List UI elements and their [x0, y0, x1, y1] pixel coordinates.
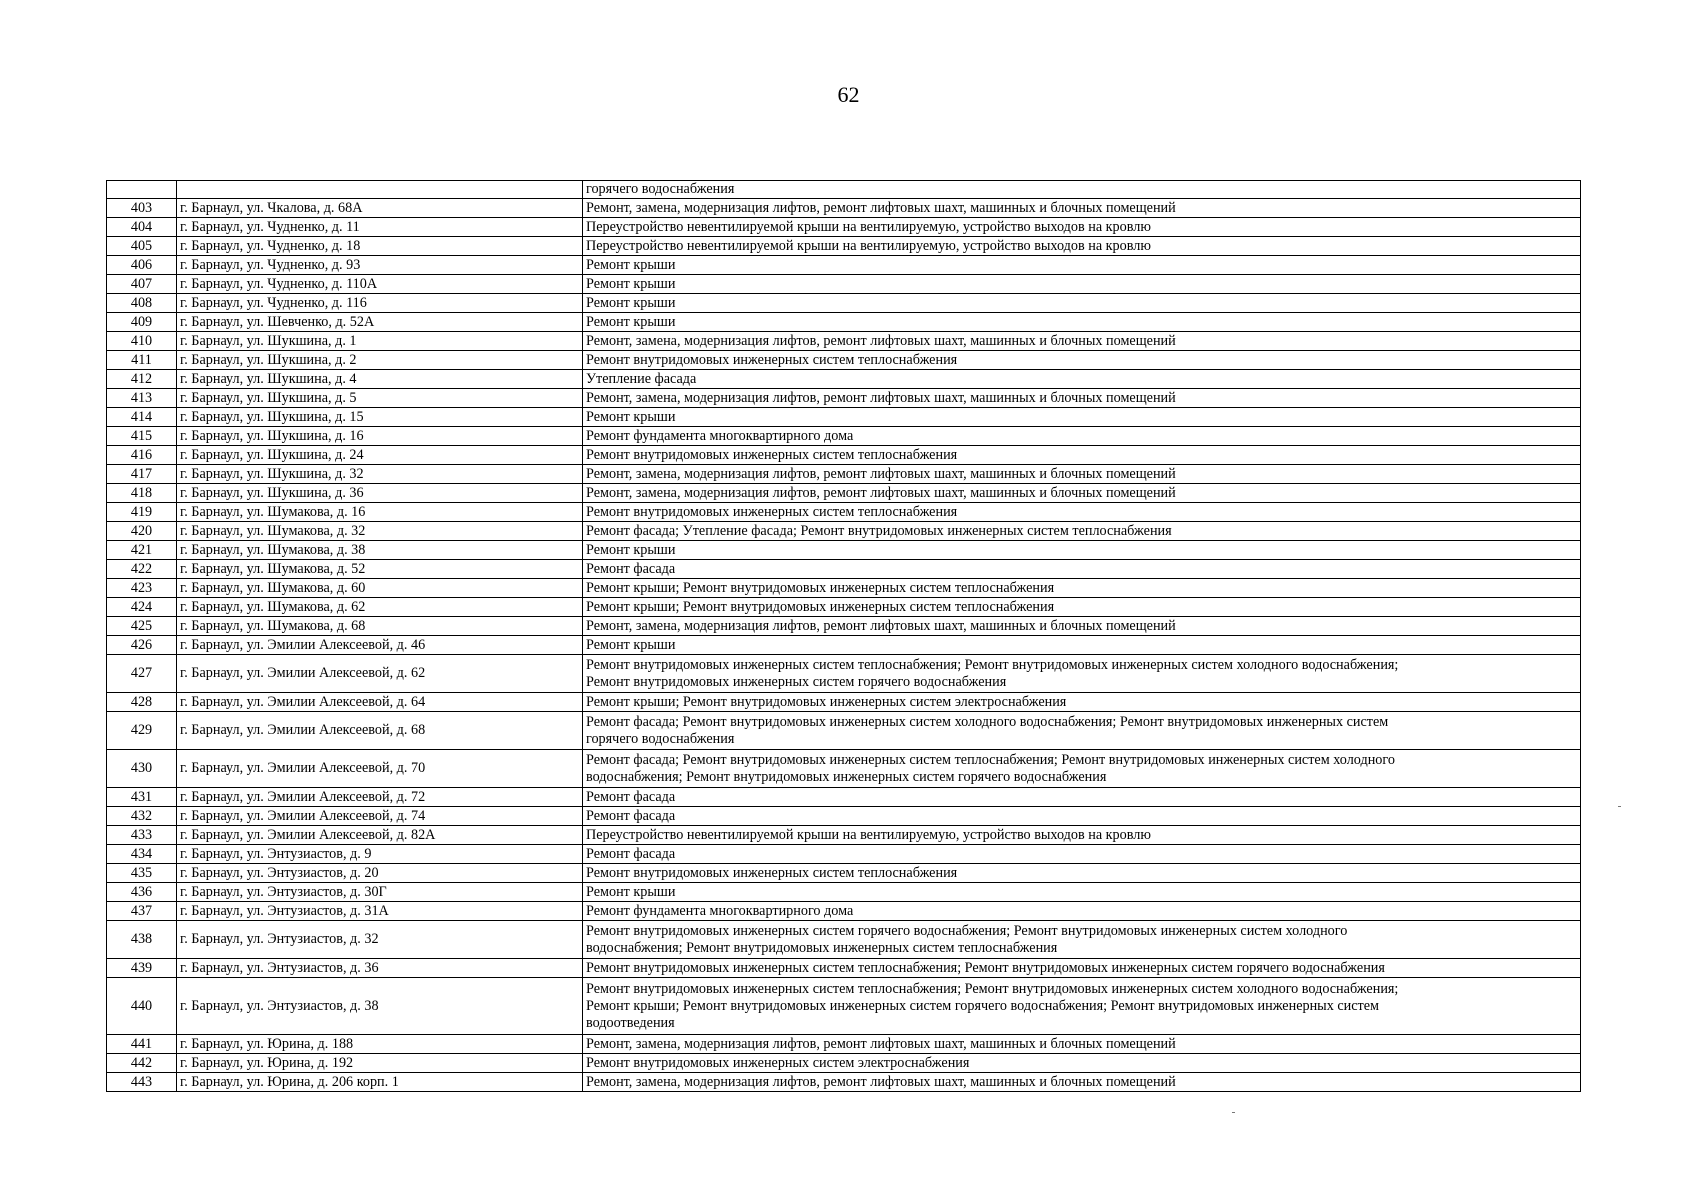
- address: г. Барнаул, ул. Чудненко, д. 116: [177, 294, 583, 313]
- row-number: 432: [107, 807, 177, 826]
- works: [583, 598, 1581, 617]
- work-line: водоснабжения; Ремонт внутридомовых инженерных систем теплоснабжения: [586, 939, 1058, 956]
- address: г. Барнаул, ул. Шукшина, д. 24: [177, 446, 583, 465]
- row-number: 437: [107, 902, 177, 921]
- table-row: [107, 351, 1581, 370]
- row-number: 413: [107, 389, 177, 408]
- table-row: [107, 598, 1581, 617]
- address: г. Барнаул, ул. Юрина, д. 188: [177, 1035, 583, 1054]
- table-row: [107, 389, 1581, 408]
- table-row: [107, 370, 1581, 389]
- row-number: 431: [107, 788, 177, 807]
- row-number: 435: [107, 864, 177, 883]
- address: г. Барнаул, ул. Энтузиастов, д. 31А: [177, 902, 583, 921]
- work-line: водоснабжения; Ремонт внутридомовых инженерных систем горячего водоснабжения: [586, 768, 1107, 785]
- address: г. Барнаул, ул. Шумакова, д. 52: [177, 560, 583, 579]
- row-number: 416: [107, 446, 177, 465]
- row-number: 408: [107, 294, 177, 313]
- address: г. Барнаул, ул. Шукшина, д. 15: [177, 408, 583, 427]
- address: г. Барнаул, ул. Шумакова, д. 32: [177, 522, 583, 541]
- scan-speck: [1618, 806, 1621, 807]
- address: г. Барнаул, ул. Юрина, д. 206 корп. 1: [177, 1073, 583, 1092]
- table-row: [107, 826, 1581, 845]
- works: [583, 351, 1581, 370]
- work-line: Ремонт фасада: [586, 807, 676, 824]
- work-line: Ремонт фасада: [586, 788, 676, 805]
- work-line: Переустройство невентилируемой крыши на вентилируемую, устройство выходов на кровлю: [586, 218, 1151, 235]
- row-number: 420: [107, 522, 177, 541]
- works: [583, 693, 1581, 712]
- works: [583, 845, 1581, 864]
- work-line: Ремонт крыши; Ремонт внутридомовых инженерных систем горячего водоснабжения; Ремонт внутридомовых инженерных систем: [586, 997, 1380, 1014]
- address: г. Барнаул, ул. Эмилии Алексеевой, д. 46: [177, 636, 583, 655]
- table-row: [107, 1073, 1581, 1092]
- row-number: 425: [107, 617, 177, 636]
- table-row: [107, 750, 1581, 788]
- work-line: Ремонт внутридомовых инженерных систем горячего водоснабжения: [586, 673, 1007, 690]
- table-row: [107, 883, 1581, 902]
- table-row: [107, 1054, 1581, 1073]
- work-line: Ремонт крыши: [586, 313, 676, 330]
- row-number: 441: [107, 1035, 177, 1054]
- address: г. Барнаул, ул. Энтузиастов, д. 20: [177, 864, 583, 883]
- works: [583, 218, 1581, 237]
- row-number: 434: [107, 845, 177, 864]
- work-line: Ремонт фасада; Ремонт внутридомовых инженерных систем холодного водоснабжения; Ремонт внутридомовых инженерных систем: [586, 713, 1389, 730]
- works: [583, 579, 1581, 598]
- row-number: 426: [107, 636, 177, 655]
- row-number: 436: [107, 883, 177, 902]
- works: [583, 788, 1581, 807]
- table-row: [107, 275, 1581, 294]
- work-line: водоотведения: [586, 1014, 675, 1031]
- works: [583, 864, 1581, 883]
- table-row: [107, 427, 1581, 446]
- works: [583, 807, 1581, 826]
- address: г. Барнаул, ул. Чудненко, д. 11: [177, 218, 583, 237]
- works: [583, 560, 1581, 579]
- table-row: [107, 199, 1581, 218]
- table-row: [107, 294, 1581, 313]
- works: [583, 655, 1581, 693]
- works: [583, 465, 1581, 484]
- row-number: 412: [107, 370, 177, 389]
- address: г. Барнаул, ул. Энтузиастов, д. 30Г: [177, 883, 583, 902]
- work-line: Ремонт крыши: [586, 636, 676, 653]
- row-number: 418: [107, 484, 177, 503]
- row-number: 438: [107, 921, 177, 959]
- table-row: [107, 788, 1581, 807]
- work-line: Переустройство невентилируемой крыши на вентилируемую, устройство выходов на кровлю: [586, 826, 1151, 843]
- work-line: Ремонт внутридомовых инженерных систем теплоснабжения: [586, 446, 958, 463]
- row-number: 429: [107, 712, 177, 750]
- address: г. Барнаул, ул. Эмилии Алексеевой, д. 82А: [177, 826, 583, 845]
- work-line: Ремонт фундамента многоквартирного дома: [586, 902, 854, 919]
- work-line: Утепление фасада: [586, 370, 697, 387]
- address: г. Барнаул, ул. Эмилии Алексеевой, д. 68: [177, 712, 583, 750]
- work-line: Ремонт внутридомовых инженерных систем горячего водоснабжения; Ремонт внутридомовых инженерных систем холодного: [586, 922, 1348, 939]
- address: г. Барнаул, ул. Шукшина, д. 2: [177, 351, 583, 370]
- table-row: [107, 579, 1581, 598]
- work-line: Ремонт, замена, модернизация лифтов, ремонт лифтовых шахт, машинных и блочных помещений: [586, 1035, 1176, 1052]
- row-number-cell: [107, 181, 177, 199]
- work-line: Ремонт крыши: [586, 275, 676, 292]
- work-line: Ремонт крыши: [586, 541, 676, 558]
- address: г. Барнаул, ул. Чудненко, д. 93: [177, 256, 583, 275]
- works: [583, 978, 1581, 1035]
- row-number: 421: [107, 541, 177, 560]
- address: г. Барнаул, ул. Эмилии Алексеевой, д. 72: [177, 788, 583, 807]
- work-line: Ремонт крыши: [586, 883, 676, 900]
- works: [583, 199, 1581, 218]
- works-table: [106, 180, 1581, 1092]
- page-number: 62: [837, 82, 860, 107]
- works: [583, 256, 1581, 275]
- works: [583, 427, 1581, 446]
- work-line: Ремонт, замена, модернизация лифтов, ремонт лифтовых шахт, машинных и блочных помещений: [586, 1073, 1176, 1090]
- work-line: Ремонт крыши: [586, 408, 676, 425]
- works: [583, 617, 1581, 636]
- work-line: Ремонт фасада: [586, 560, 676, 577]
- address: г. Барнаул, ул. Чудненко, д. 18: [177, 237, 583, 256]
- row-number: 414: [107, 408, 177, 427]
- row-number: 404: [107, 218, 177, 237]
- address: г. Барнаул, ул. Чудненко, д. 110А: [177, 275, 583, 294]
- address: г. Барнаул, ул. Шукшина, д. 5: [177, 389, 583, 408]
- works: [583, 902, 1581, 921]
- table-row: [107, 484, 1581, 503]
- work-line: Ремонт фасада; Утепление фасада; Ремонт внутридомовых инженерных систем теплоснабжения: [586, 522, 1172, 539]
- table-row: [107, 313, 1581, 332]
- table-row: [107, 408, 1581, 427]
- row-number: 427: [107, 655, 177, 693]
- row-number: 439: [107, 959, 177, 978]
- works: [583, 541, 1581, 560]
- works: [583, 1073, 1581, 1092]
- table-row: [107, 864, 1581, 883]
- row-number: 410: [107, 332, 177, 351]
- work-line: Ремонт фасада; Ремонт внутридомовых инженерных систем теплоснабжения; Ремонт внутридомовых инженерных систем холодного: [586, 751, 1395, 768]
- works: [583, 959, 1581, 978]
- table-row: [107, 256, 1581, 275]
- table-row: [107, 693, 1581, 712]
- work-line: Переустройство невентилируемой крыши на вентилируемую, устройство выходов на кровлю: [586, 237, 1151, 254]
- work-line: горячего водоснабжения: [586, 730, 735, 747]
- address: г. Барнаул, ул. Эмилии Алексеевой, д. 74: [177, 807, 583, 826]
- address: г. Барнаул, ул. Шумакова, д. 60: [177, 579, 583, 598]
- row-number: 442: [107, 1054, 177, 1073]
- row-number: 419: [107, 503, 177, 522]
- address: г. Барнаул, ул. Юрина, д. 192: [177, 1054, 583, 1073]
- address: г. Барнаул, ул. Эмилии Алексеевой, д. 70: [177, 750, 583, 788]
- address: г. Барнаул, ул. Энтузиастов, д. 32: [177, 921, 583, 959]
- table-row: [107, 237, 1581, 256]
- table-row: [107, 1035, 1581, 1054]
- address: г. Барнаул, ул. Шукшина, д. 1: [177, 332, 583, 351]
- row-number: 443: [107, 1073, 177, 1092]
- work-line: Ремонт, замена, модернизация лифтов, ремонт лифтовых шахт, машинных и блочных помещений: [586, 389, 1176, 406]
- row-number: 406: [107, 256, 177, 275]
- table-row: [107, 807, 1581, 826]
- work-line: Ремонт, замена, модернизация лифтов, ремонт лифтовых шахт, машинных и блочных помещений: [586, 617, 1176, 634]
- table-row: [107, 636, 1581, 655]
- work-line: Ремонт фасада: [586, 845, 676, 862]
- table-row: [107, 503, 1581, 522]
- work-line: Ремонт внутридомовых инженерных систем теплоснабжения: [586, 503, 958, 520]
- table-row: [107, 332, 1581, 351]
- address: г. Барнаул, ул. Энтузиастов, д. 38: [177, 978, 583, 1035]
- works: [583, 1035, 1581, 1054]
- works: [583, 408, 1581, 427]
- work-line: Ремонт внутридомовых инженерных систем теплоснабжения; Ремонт внутридомовых инженерных систем холодного водоснабжения;: [586, 656, 1399, 673]
- address: г. Барнаул, ул. Шукшина, д. 4: [177, 370, 583, 389]
- work-line: Ремонт крыши; Ремонт внутридомовых инженерных систем электроснабжения: [586, 693, 1067, 710]
- row-number: 430: [107, 750, 177, 788]
- works: [583, 1054, 1581, 1073]
- table-row: [107, 902, 1581, 921]
- scan-speck: [1232, 1112, 1235, 1113]
- table-row: [107, 541, 1581, 560]
- work-line: Ремонт внутридомовых инженерных систем теплоснабжения; Ремонт внутридомовых инженерных систем холодного водоснабжения;: [586, 980, 1399, 997]
- address: г. Барнаул, ул. Эмилии Алексеевой, д. 62: [177, 655, 583, 693]
- work-line: Ремонт внутридомовых инженерных систем теплоснабжения: [586, 351, 958, 368]
- works: [583, 275, 1581, 294]
- table-row: [107, 655, 1581, 693]
- work-line: Ремонт крыши: [586, 256, 676, 273]
- works: [583, 636, 1581, 655]
- table-row: [107, 978, 1581, 1035]
- works: [583, 237, 1581, 256]
- work-line: Ремонт крыши; Ремонт внутридомовых инженерных систем теплоснабжения: [586, 598, 1055, 615]
- works: [583, 522, 1581, 541]
- table-row: [107, 617, 1581, 636]
- address: г. Барнаул, ул. Шумакова, д. 38: [177, 541, 583, 560]
- row-number: 428: [107, 693, 177, 712]
- work-line: Ремонт внутридомовых инженерных систем электроснабжения: [586, 1054, 970, 1071]
- works: [583, 921, 1581, 959]
- work-line: Ремонт крыши; Ремонт внутридомовых инженерных систем теплоснабжения: [586, 579, 1055, 596]
- works: [583, 750, 1581, 788]
- works: [583, 484, 1581, 503]
- works: [583, 370, 1581, 389]
- row-number: 407: [107, 275, 177, 294]
- table-row: [107, 522, 1581, 541]
- work-line: Ремонт внутридомовых инженерных систем теплоснабжения: [586, 864, 958, 881]
- works: [583, 294, 1581, 313]
- row-number: 417: [107, 465, 177, 484]
- address: г. Барнаул, ул. Энтузиастов, д. 9: [177, 845, 583, 864]
- row-number: 422: [107, 560, 177, 579]
- table-row: [107, 712, 1581, 750]
- work-line: Ремонт, замена, модернизация лифтов, ремонт лифтовых шахт, машинных и блочных помещений: [586, 484, 1176, 501]
- address: г. Барнаул, ул. Шумакова, д. 62: [177, 598, 583, 617]
- row-number: 409: [107, 313, 177, 332]
- table-body: [107, 181, 1581, 1092]
- work-line: Ремонт, замена, модернизация лифтов, ремонт лифтовых шахт, машинных и блочных помещений: [586, 465, 1176, 482]
- works: [583, 883, 1581, 902]
- address: г. Барнаул, ул. Энтузиастов, д. 36: [177, 959, 583, 978]
- address: г. Барнаул, ул. Шумакова, д. 16: [177, 503, 583, 522]
- works: [583, 712, 1581, 750]
- row-number: 405: [107, 237, 177, 256]
- work-line: Ремонт фундамента многоквартирного дома: [586, 427, 854, 444]
- works: [583, 389, 1581, 408]
- table-row: [107, 845, 1581, 864]
- address-cell: [177, 181, 583, 199]
- work-line: Ремонт крыши: [586, 294, 676, 311]
- address: г. Барнаул, ул. Шукшина, д. 32: [177, 465, 583, 484]
- works: [583, 332, 1581, 351]
- work-line: Ремонт, замена, модернизация лифтов, ремонт лифтовых шахт, машинных и блочных помещений: [586, 199, 1176, 216]
- works: [583, 826, 1581, 845]
- address: г. Барнаул, ул. Шукшина, д. 36: [177, 484, 583, 503]
- address: г. Барнаул, ул. Шукшина, д. 16: [177, 427, 583, 446]
- row-number: 415: [107, 427, 177, 446]
- continuation-text: горячего водоснабжения: [583, 181, 1581, 199]
- row-number: 424: [107, 598, 177, 617]
- works: [583, 313, 1581, 332]
- table-row: [107, 465, 1581, 484]
- address: г. Барнаул, ул. Шумакова, д. 68: [177, 617, 583, 636]
- table-row: [107, 446, 1581, 465]
- address: г. Барнаул, ул. Шевченко, д. 52А: [177, 313, 583, 332]
- row-number: 423: [107, 579, 177, 598]
- table-row: [107, 921, 1581, 959]
- row-number: 433: [107, 826, 177, 845]
- address: г. Барнаул, ул. Эмилии Алексеевой, д. 64: [177, 693, 583, 712]
- table-row: [107, 959, 1581, 978]
- address: г. Барнаул, ул. Чкалова, д. 68А: [177, 199, 583, 218]
- row-number: 440: [107, 978, 177, 1035]
- works: [583, 446, 1581, 465]
- row-number: 403: [107, 199, 177, 218]
- work-line: Ремонт внутридомовых инженерных систем теплоснабжения; Ремонт внутридомовых инженерных систем горячего водоснабжения: [586, 959, 1385, 976]
- row-number: 411: [107, 351, 177, 370]
- continuation-row: [107, 181, 1581, 199]
- table-row: [107, 560, 1581, 579]
- work-line: Ремонт, замена, модернизация лифтов, ремонт лифтовых шахт, машинных и блочных помещений: [586, 332, 1176, 349]
- table-row: [107, 218, 1581, 237]
- works: [583, 503, 1581, 522]
